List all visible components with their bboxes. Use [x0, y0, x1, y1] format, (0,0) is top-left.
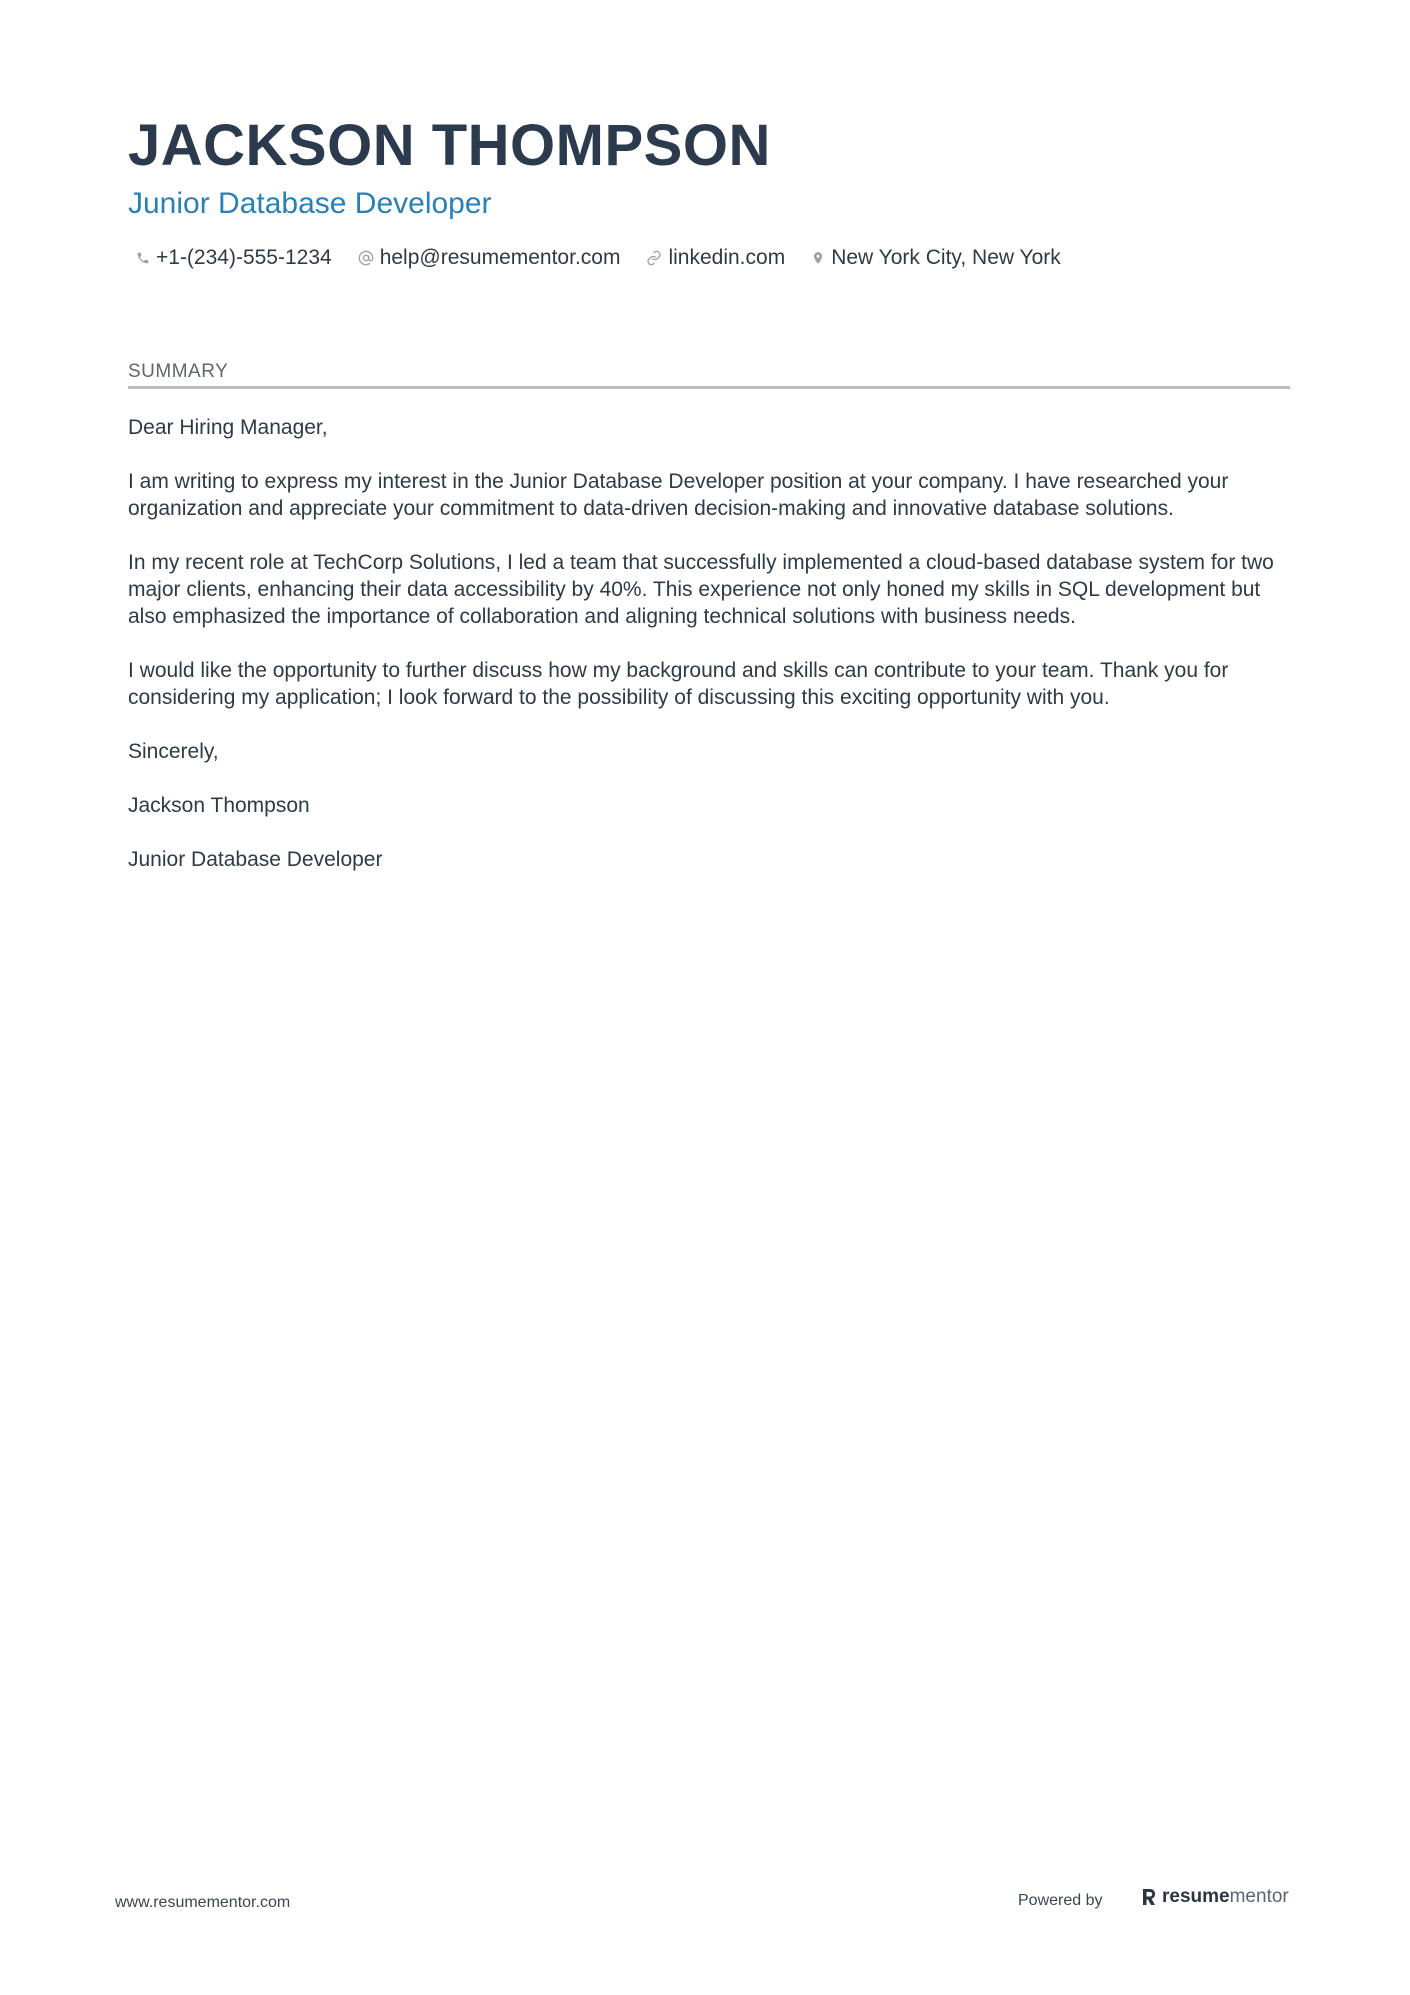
email-text[interactable]: help@resumementor.com — [379, 246, 621, 269]
link-icon — [646, 250, 662, 266]
contact-phone — [136, 246, 332, 270]
letter-paragraph: In my recent role at TechCorp Solutions, I led a team that successfully implemented a cloud-based database system for two major clients, enhancing their data accessibility by 40%. This experience not only honed my skills in SQL development but also emphasized the importance of collaboration and aligning technical solutions with business needs. — [128, 551, 1274, 628]
contact-bar — [136, 246, 1087, 270]
contact-email[interactable] — [358, 246, 621, 270]
footer-url[interactable]: www.resumementor.com — [115, 1894, 291, 1911]
section-title-summary: SUMMARY — [128, 361, 229, 382]
linkedin-text[interactable]: linkedin.com — [668, 246, 786, 269]
candidate-name: JACKSON THOMPSON — [128, 113, 771, 178]
letter-greeting: Dear Hiring Manager, — [128, 416, 328, 439]
brand-logo[interactable] — [1141, 1886, 1289, 1908]
job-title: Junior Database Developer — [128, 187, 492, 220]
contact-location — [811, 246, 1061, 270]
brand-wordmark-bold: resume — [1162, 1886, 1230, 1907]
powered-by-label: Powered by — [1018, 1892, 1103, 1909]
resumementor-logo-icon — [1141, 1887, 1157, 1907]
phone-text: +1-(234)-555-1234 — [156, 246, 332, 269]
section-divider — [128, 386, 1290, 389]
brand-wordmark — [1162, 1886, 1289, 1908]
letter-body — [128, 414, 1290, 900]
phone-icon — [136, 251, 150, 265]
signature-title: Junior Database Developer — [128, 848, 383, 871]
at-icon — [358, 250, 374, 266]
location-pin-icon — [811, 250, 825, 266]
contact-linkedin[interactable] — [646, 246, 785, 270]
brand-wordmark-light: mentor — [1229, 1886, 1289, 1907]
signature-name: Jackson Thompson — [128, 794, 310, 817]
letter-paragraph: I would like the opportunity to further discuss how my background and skills can contribute to your team. Thank you for considering my application; I look forward to the possibility of discussing this exciting opportunity with you. — [128, 659, 1229, 709]
letter-paragraph: I am writing to express my interest in the Junior Database Developer position at your company. I have researched your organization and appreciate your commitment to data-driven decision-making and innovative database solutions. — [128, 470, 1229, 520]
location-text: New York City, New York — [831, 246, 1061, 269]
letter-closing: Sincerely, — [128, 740, 219, 763]
